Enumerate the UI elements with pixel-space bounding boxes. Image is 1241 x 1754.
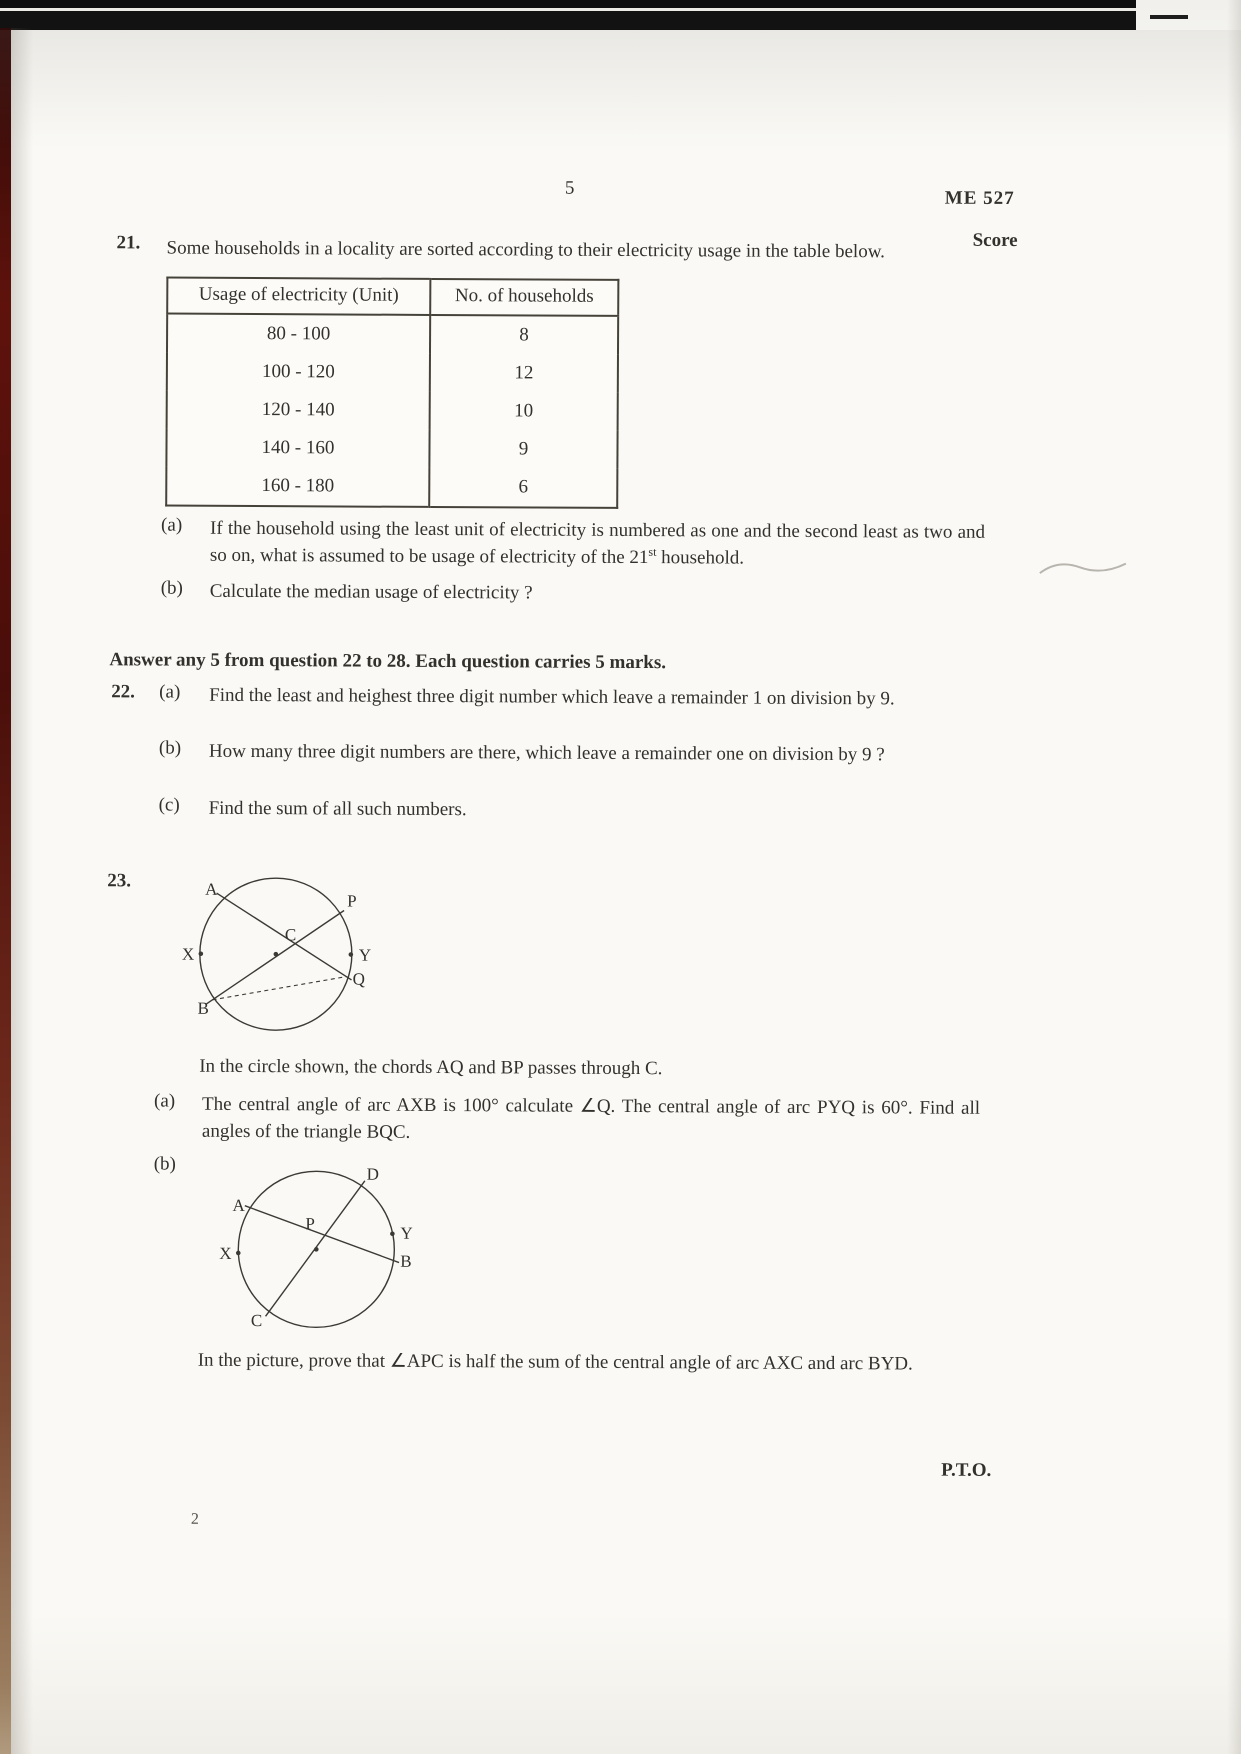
household-count-cell: 8: [519, 324, 529, 346]
q23-caption: In the circle shown, the chords AQ and BP passes through C.: [199, 1055, 663, 1080]
question-21-intro: Some households in a locality are sorted according to their electricity usage in the table below.: [166, 237, 886, 263]
q22-part-c-text: Find the sum of all such numbers.: [208, 797, 467, 821]
table-row: [166, 467, 617, 508]
q21-part-b-label: (b): [160, 577, 183, 599]
label-D: D: [366, 1164, 380, 1184]
label-X: X: [219, 1243, 232, 1263]
q21-part-a-superscript: st: [648, 544, 657, 559]
q23-part-b-text: In the picture, prove that ∠APC is half the sum of the central angle of arc AXC and arc BYD.: [197, 1349, 913, 1375]
footer-page-number: 2: [190, 1510, 199, 1528]
q23-part-a-text: The central angle of arc AXB is 100° calculate ∠Q. The central angle of arc PYQ is 60°. Find all angles of the triangle BQC.: [201, 1093, 981, 1143]
section-instruction: Answer any 5 from question 22 to 28. Each question carries 5 marks.: [109, 649, 667, 674]
point-X-dot: [199, 951, 204, 956]
table-header-row: [167, 278, 618, 316]
q22-part-b-label: (b): [158, 737, 182, 759]
table-row: [167, 314, 618, 355]
electricity-usage-table: [165, 277, 619, 509]
q22-part-b-text: How many three digit numbers are there, which leave a remainder one on division by 9 ?: [208, 740, 885, 766]
q21-part-a-text2: household.: [656, 547, 745, 569]
question-21-number: 21.: [116, 232, 141, 254]
pto-label: P.T.O.: [941, 1459, 992, 1481]
label-C: C: [284, 925, 297, 945]
usage-range-cell: 160 - 180: [166, 467, 429, 507]
circle-center-dot: [314, 1247, 319, 1252]
q21-part-a-label: (a): [161, 514, 183, 536]
usage-range-cell: 120 - 140: [167, 391, 430, 430]
q21-part-b-text: Calculate the median usage of electricity ?: [209, 580, 533, 604]
household-count-cell: 12: [514, 362, 534, 384]
question-22-number: 22.: [111, 681, 136, 703]
dashed-line-BQ: [213, 976, 347, 1001]
table-row: [166, 429, 617, 469]
household-count-cell: 10: [514, 400, 534, 422]
q22-part-c-label: (c): [158, 794, 180, 816]
q22-part-a-label: (a): [159, 681, 181, 703]
household-count-cell: 6: [518, 476, 529, 498]
label-B: B: [197, 998, 209, 1018]
circle-center-dot: [274, 952, 279, 957]
q22-part-a-text: Find the least and heighest three digit number which leave a remainder 1 on division by 9.: [209, 684, 895, 710]
q21-part-a-text1: If the household using the least unit of electricity is numbered as one and the second least as two and so on, what is assumed to be usage of electricity of the 21: [209, 517, 986, 569]
paper-code: ME 527: [944, 187, 1015, 209]
question-23-number: 23.: [107, 870, 132, 892]
score-label: Score: [972, 229, 1018, 252]
q23-part-a-label: (a): [154, 1090, 176, 1112]
label-A: A: [232, 1195, 245, 1215]
usage-range-cell: 100 - 120: [167, 353, 430, 392]
label-X: X: [181, 944, 195, 964]
label-P: P: [347, 891, 357, 911]
q21-part-a-text: [210, 515, 985, 573]
label-P: P: [305, 1214, 315, 1234]
label-Q: Q: [352, 969, 366, 989]
circle-diagram-1: [153, 859, 404, 1045]
table-row: [167, 353, 618, 393]
table-header-households: No. of households: [430, 279, 618, 316]
page-number: 5: [564, 177, 575, 199]
label-C: C: [250, 1311, 263, 1331]
usage-range-cell: 140 - 160: [166, 429, 429, 468]
label-Y: Y: [400, 1223, 413, 1243]
chord-AB: [245, 1206, 400, 1263]
point-Y-dot: [349, 952, 354, 957]
scan-squiggle-artifact: [1038, 557, 1128, 579]
q23-part-b-label: (b): [153, 1153, 176, 1175]
usage-range-cell: 80 - 100: [167, 314, 430, 354]
point-Y-dot: [390, 1231, 395, 1236]
label-B: B: [400, 1251, 412, 1271]
household-count-cell: 9: [518, 438, 529, 460]
table-header-usage: Usage of electricity (Unit): [167, 278, 430, 315]
label-Y: Y: [358, 945, 372, 965]
label-A: A: [205, 879, 218, 899]
chord-BP: [207, 910, 344, 1005]
table-row: [167, 391, 618, 431]
circle-diagram-2: [194, 1151, 450, 1347]
point-X-dot: [236, 1251, 241, 1256]
